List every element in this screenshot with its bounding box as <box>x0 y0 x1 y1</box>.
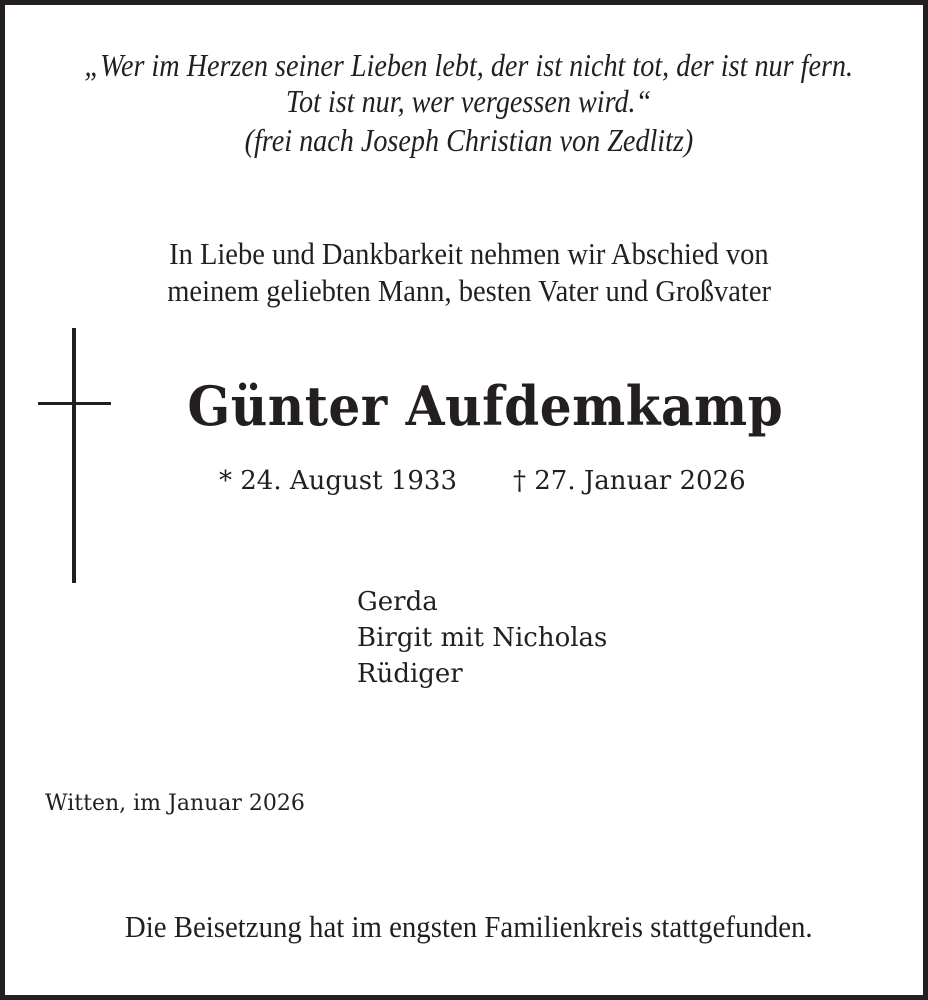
quote-line-2-text: Tot ist nur, wer vergessen wird.“ <box>286 83 652 119</box>
closing-statement <box>5 909 928 945</box>
intro-line-1-text: In Liebe und Dankbarkeit nehmen wir Abschied von <box>169 236 769 271</box>
cross-horizontal-bar <box>38 402 111 405</box>
mourner-2: Birgit mit Nicholas <box>357 623 608 653</box>
birth-date: * 24. August 1933 <box>219 466 458 496</box>
intro-line-2-text: meinem geliebten Mann, besten Vater und Großvater <box>167 273 771 308</box>
quote-line-1-text: „Wer im Herzen seiner Lieben lebt, der ist nicht tot, der ist nur fern. <box>84 47 854 83</box>
deceased-name-text: Günter Aufdemkamp <box>187 374 784 438</box>
quote-line-1 <box>5 47 928 83</box>
closing-statement-text: Die Beisetzung hat im engsten Familienkreis stattgefunden. <box>125 909 813 944</box>
quote-attribution <box>5 122 928 158</box>
quote-attribution-text: (frei nach Joseph Christian von Zedlitz) <box>244 122 694 158</box>
deceased-name <box>165 374 784 438</box>
intro-line-2 <box>5 273 928 309</box>
quote-line-2 <box>5 83 928 119</box>
cross-vertical-bar <box>72 328 76 583</box>
place-and-date: Witten, im Januar 2026 <box>45 791 305 816</box>
mourner-3: Rüdiger <box>357 659 463 689</box>
mourner-1: Gerda <box>357 587 438 617</box>
death-date: † 27. Januar 2026 <box>513 466 746 496</box>
intro-line-1 <box>5 236 928 272</box>
